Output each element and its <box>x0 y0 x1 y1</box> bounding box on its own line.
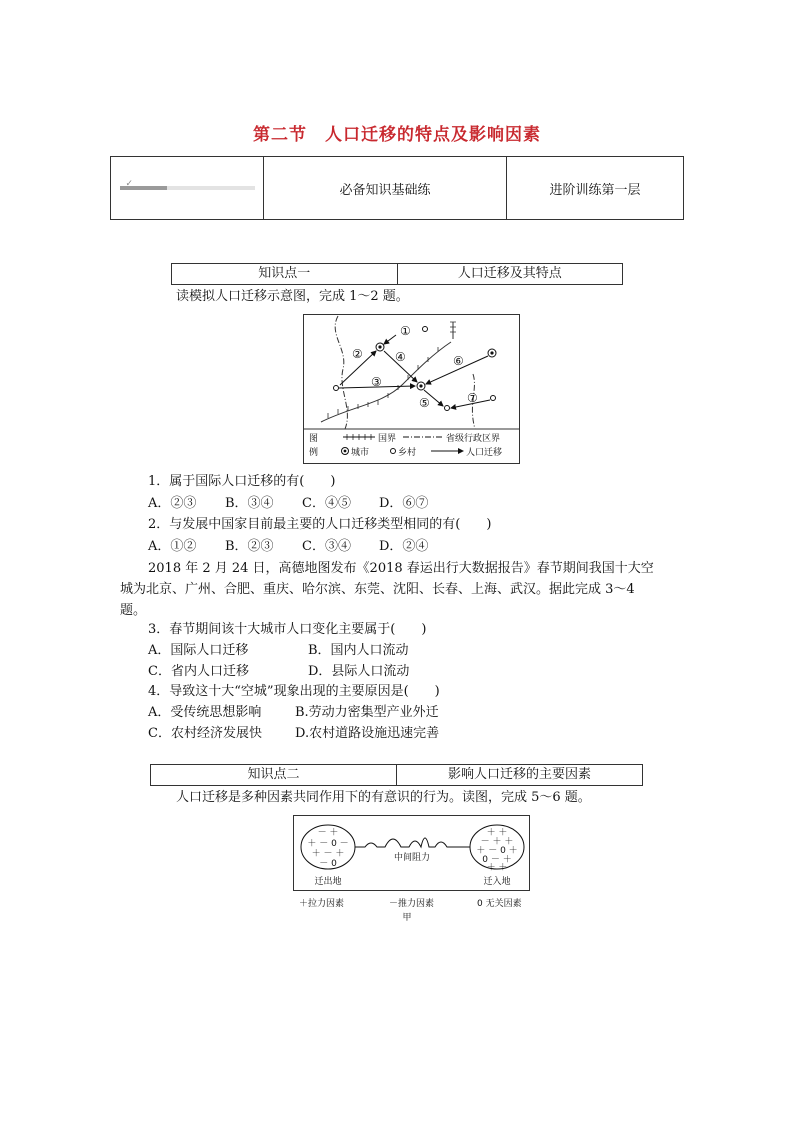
question-2: 2．与发展中国家目前最主要的人口迁移类型相同的有( ) <box>148 517 492 532</box>
question-4: 4．导致这十大“空城”现象出现的主要原因是( ) <box>148 684 440 699</box>
label-1: ① <box>400 324 411 338</box>
legend-migration-label: 人口迁移 <box>466 448 503 458</box>
q3-option-a[interactable]: A．国际人口迁移 <box>148 643 249 658</box>
knowledge-point-1 <box>171 263 623 285</box>
dest-row-4: 0 － ＋ <box>482 855 512 865</box>
knowledge-point-2 <box>150 764 643 786</box>
question-3: 3．春节期间该十大城市人口变化主要属于( ) <box>148 622 427 637</box>
q1-option-d[interactable]: D．⑥⑦ <box>379 496 429 511</box>
legend-neutral: 0 无关因素 <box>477 899 522 909</box>
q1-option-c[interactable]: C．④⑤ <box>302 496 351 511</box>
push-pull-diagram <box>293 815 531 925</box>
kp1-label: 知识点一 <box>172 264 398 284</box>
middle-obstacle-label: 中间阻力 <box>393 853 431 863</box>
origin-row-2: ＋ － 0 － <box>307 839 349 849</box>
label-7: ⑦ <box>467 391 478 405</box>
migration-map <box>303 314 520 464</box>
q3-option-b[interactable]: B．国内人口流动 <box>308 643 409 658</box>
legend-province-label: 省级行政区界 <box>446 434 501 444</box>
intro-2: 人口迁移是多种因素共同作用下的有意识的行为。读图，完成 5～6 题。 <box>176 790 591 805</box>
label-5: ⑤ <box>419 396 430 410</box>
header-col-advanced: 进阶训练第一层 <box>549 182 641 198</box>
q3-option-c[interactable]: C．省内人口迁移 <box>148 664 249 679</box>
passage-line-2: 城为北京、广州、合肥、重庆、哈尔滨、东莞、沈阳、长春、上海、武汉。据此完成 3～4 <box>120 582 635 597</box>
origin-row-3: ＋ － ＋ <box>311 849 345 859</box>
dest-row-2: － ＋ ＋ <box>480 837 514 847</box>
label-6: ⑥ <box>453 354 464 368</box>
label-2: ② <box>352 347 363 361</box>
q4-option-d[interactable]: D.农村道路设施迅速完善 <box>295 726 440 741</box>
kp2-topic: 影响人口迁移的主要因素 <box>447 767 591 782</box>
q2-option-d[interactable]: D．②④ <box>379 539 429 554</box>
svg-text:例: 例 <box>309 448 319 458</box>
legend-village-label: 乡村 <box>398 448 417 458</box>
svg-text:图: 图 <box>309 434 319 444</box>
kp2-label: 知识点二 <box>151 765 397 785</box>
q1-option-a[interactable]: A．②③ <box>148 496 197 511</box>
q2-option-b[interactable]: B．②③ <box>225 539 274 554</box>
question-1: 1．属于国际人口迁移的有( ) <box>148 474 336 489</box>
legend-pull: ＋拉力因素 <box>299 899 345 909</box>
q2-option-c[interactable]: C．③④ <box>302 539 351 554</box>
progress-bar <box>120 179 255 190</box>
origin-row-4: － 0 <box>319 859 337 869</box>
progress-cell <box>111 157 264 219</box>
intro-1: 读模拟人口迁移示意图，完成 1～2 题。 <box>176 289 409 304</box>
dest-row-1: ＋ ＋ <box>486 828 508 838</box>
label-4: ④ <box>395 350 406 364</box>
dest-row-5: ＋ ＋ <box>486 863 508 873</box>
q4-option-b[interactable]: B.劳动力密集型产业外迁 <box>295 705 439 720</box>
passage-line-3: 题。 <box>120 603 147 618</box>
kp1-topic: 人口迁移及其特点 <box>457 266 562 281</box>
q1-option-b[interactable]: B．③④ <box>225 496 274 511</box>
origin-label: 迁出地 <box>314 877 342 887</box>
header-col-basic: 必备知识基础练 <box>264 157 507 219</box>
legend-city-label: 城市 <box>351 448 370 458</box>
figure-caption: 甲 <box>402 913 412 923</box>
label-3: ③ <box>371 375 382 389</box>
check-icon: ✓ <box>125 179 134 189</box>
passage-line-1: 2018 年 2 月 24 日，高德地图发布《2018 春运出行大数据报告》春节期间我国十大空 <box>148 561 654 576</box>
q4-option-a[interactable]: A．受传统思想影响 <box>148 705 262 720</box>
legend-border-label: 国界 <box>378 434 397 444</box>
q3-option-d[interactable]: D．县际人口流动 <box>308 664 410 679</box>
origin-row-1: － ＋ <box>317 828 339 838</box>
q4-option-c[interactable]: C．农村经济发展快 <box>148 726 262 741</box>
legend-push: －推力因素 <box>389 899 435 909</box>
header-table <box>110 156 684 220</box>
page-title: 第二节 人口迁移的特点及影响因素 <box>253 125 541 145</box>
q2-option-a[interactable]: A．①② <box>148 539 197 554</box>
destination-label: 迁入地 <box>483 877 511 887</box>
dest-row-3: ＋ － 0 ＋ <box>476 846 518 856</box>
